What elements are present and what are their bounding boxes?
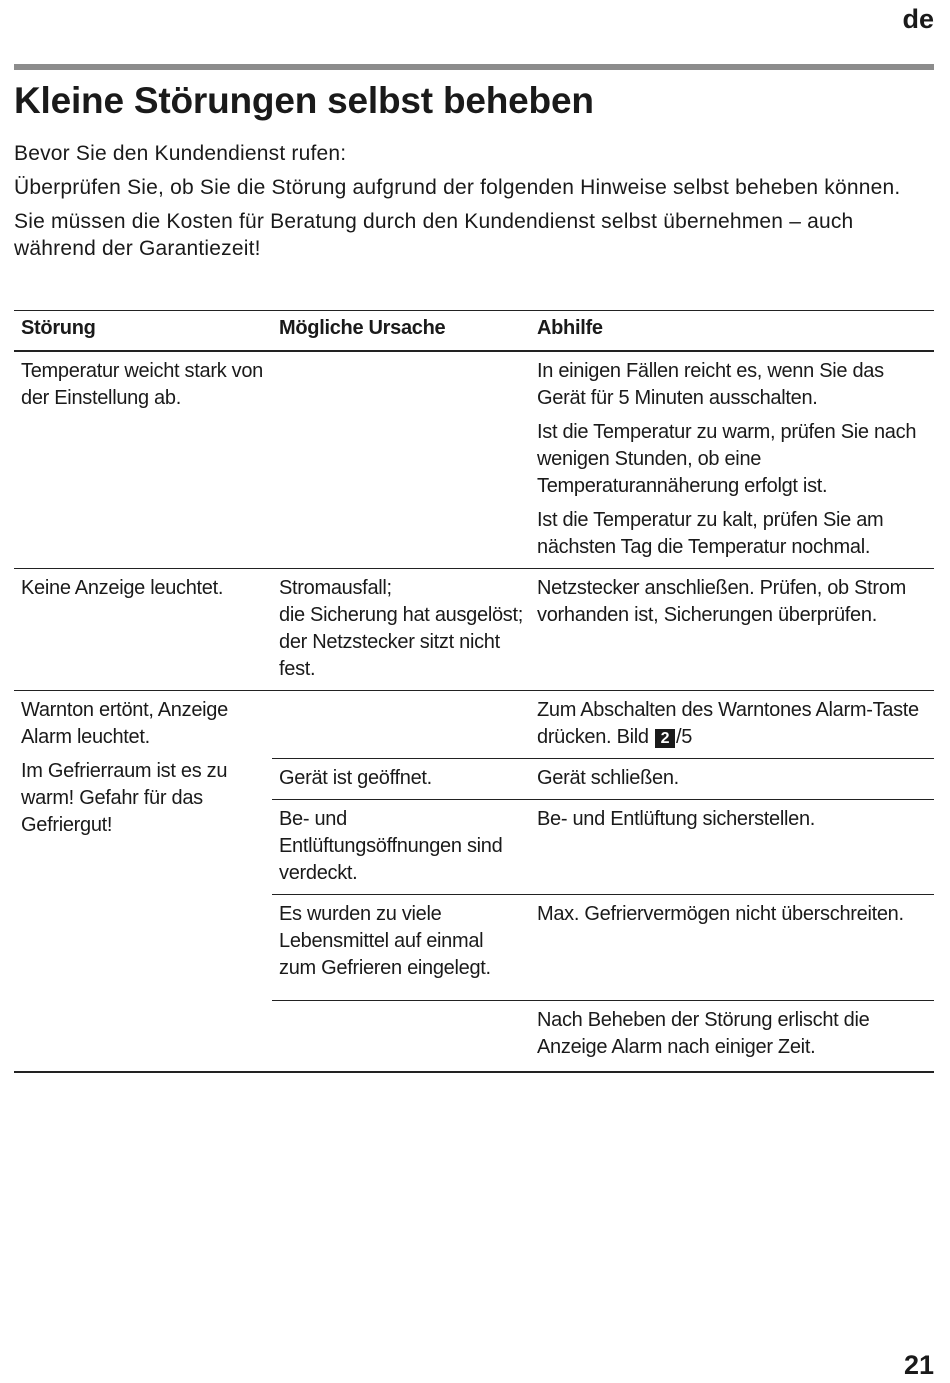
troubleshooting-table (14, 310, 934, 1073)
column-header-problem: Störung (14, 311, 272, 352)
language-label: de (902, 4, 934, 34)
cause-line: Stromausfall; (279, 577, 392, 599)
remedy-cell: Nach Beheben der Störung erlischt die Anzeige Alarm nach einiger Zeit. (537, 1009, 870, 1058)
page-title: Kleine Störungen selbst beheben (14, 80, 594, 121)
header-rule (14, 64, 934, 70)
remedy-cell (530, 351, 934, 569)
remedy-text: Zum Abschalten des Warntones Alarm-Taste drücken. Bild (537, 699, 919, 748)
cause-cell: Es wurden zu viele Lebensmittel auf einmal zum Gefrieren eingelegt. (279, 903, 491, 979)
cause-line: der Netzstecker sitzt nicht fest. (279, 631, 500, 680)
remedy-text: Ist die Temperatur zu warm, prüfen Sie nach wenigen Stunden, ob eine Temperaturannäherung erfolgt ist. (537, 421, 917, 497)
table-row (14, 691, 934, 759)
table-header-row (14, 311, 934, 352)
problem-text: Im Gefrierraum ist es zu warm! Gefahr für das Gefriergut! (21, 760, 228, 836)
intro-paragraph: Sie müssen die Kosten für Beratung durch den Kundendienst selbst übernehmen – auch während der Garantiezeit! (14, 210, 854, 260)
problem-cell: Temperatur weicht stark von der Einstellung ab. (21, 360, 263, 409)
page-number: 21 (903, 1350, 934, 1380)
cause-cell: Be- und Entlüftungsöffnungen sind verdeckt. (279, 808, 503, 884)
problem-cell: Keine Anzeige leuchtet. (21, 577, 224, 599)
intro-paragraph: Bevor Sie den Kundendienst rufen: (14, 142, 347, 165)
cause-cell (272, 691, 530, 759)
intro-text (14, 140, 930, 269)
remedy-text: Ist die Temperatur zu kalt, prüfen Sie am nächsten Tag die Temperatur nochmal. (537, 509, 884, 558)
figure-suffix: /5 (675, 726, 693, 748)
table-row (14, 569, 934, 691)
cause-line: die Sicherung hat ausgelöst; (279, 604, 523, 626)
remedy-text: In einigen Fällen reicht es, wenn Sie das Gerät für 5 Minuten ausschalten. (537, 360, 884, 409)
cause-cell (272, 351, 530, 569)
problem-cell (14, 691, 272, 1073)
remedy-cell (530, 691, 934, 759)
table-row (14, 351, 934, 569)
cause-cell: Gerät ist geöffnet. (279, 767, 432, 789)
remedy-cell: Be- und Entlüftung sicherstellen. (537, 808, 816, 830)
cause-cell (272, 1001, 530, 1073)
remedy-cell: Max. Gefriervermögen nicht überschreiten. (537, 903, 904, 925)
remedy-cell: Netzstecker anschließen. Prüfen, ob Strom vorhanden ist, Sicherungen überprüfen. (537, 577, 906, 626)
remedy-cell: Gerät schließen. (537, 767, 679, 789)
problem-text: Warnton ertönt, Anzeige Alarm leuchtet. (21, 699, 228, 748)
column-header-remedy: Abhilfe (530, 311, 934, 352)
intro-paragraph: Überprüfen Sie, ob Sie die Störung aufgrund der folgenden Hinweise selbst beheben können. (14, 176, 901, 199)
cause-cell (272, 569, 530, 691)
column-header-cause: Mögliche Ursache (272, 311, 530, 352)
figure-number-badge: 2 (655, 729, 675, 748)
